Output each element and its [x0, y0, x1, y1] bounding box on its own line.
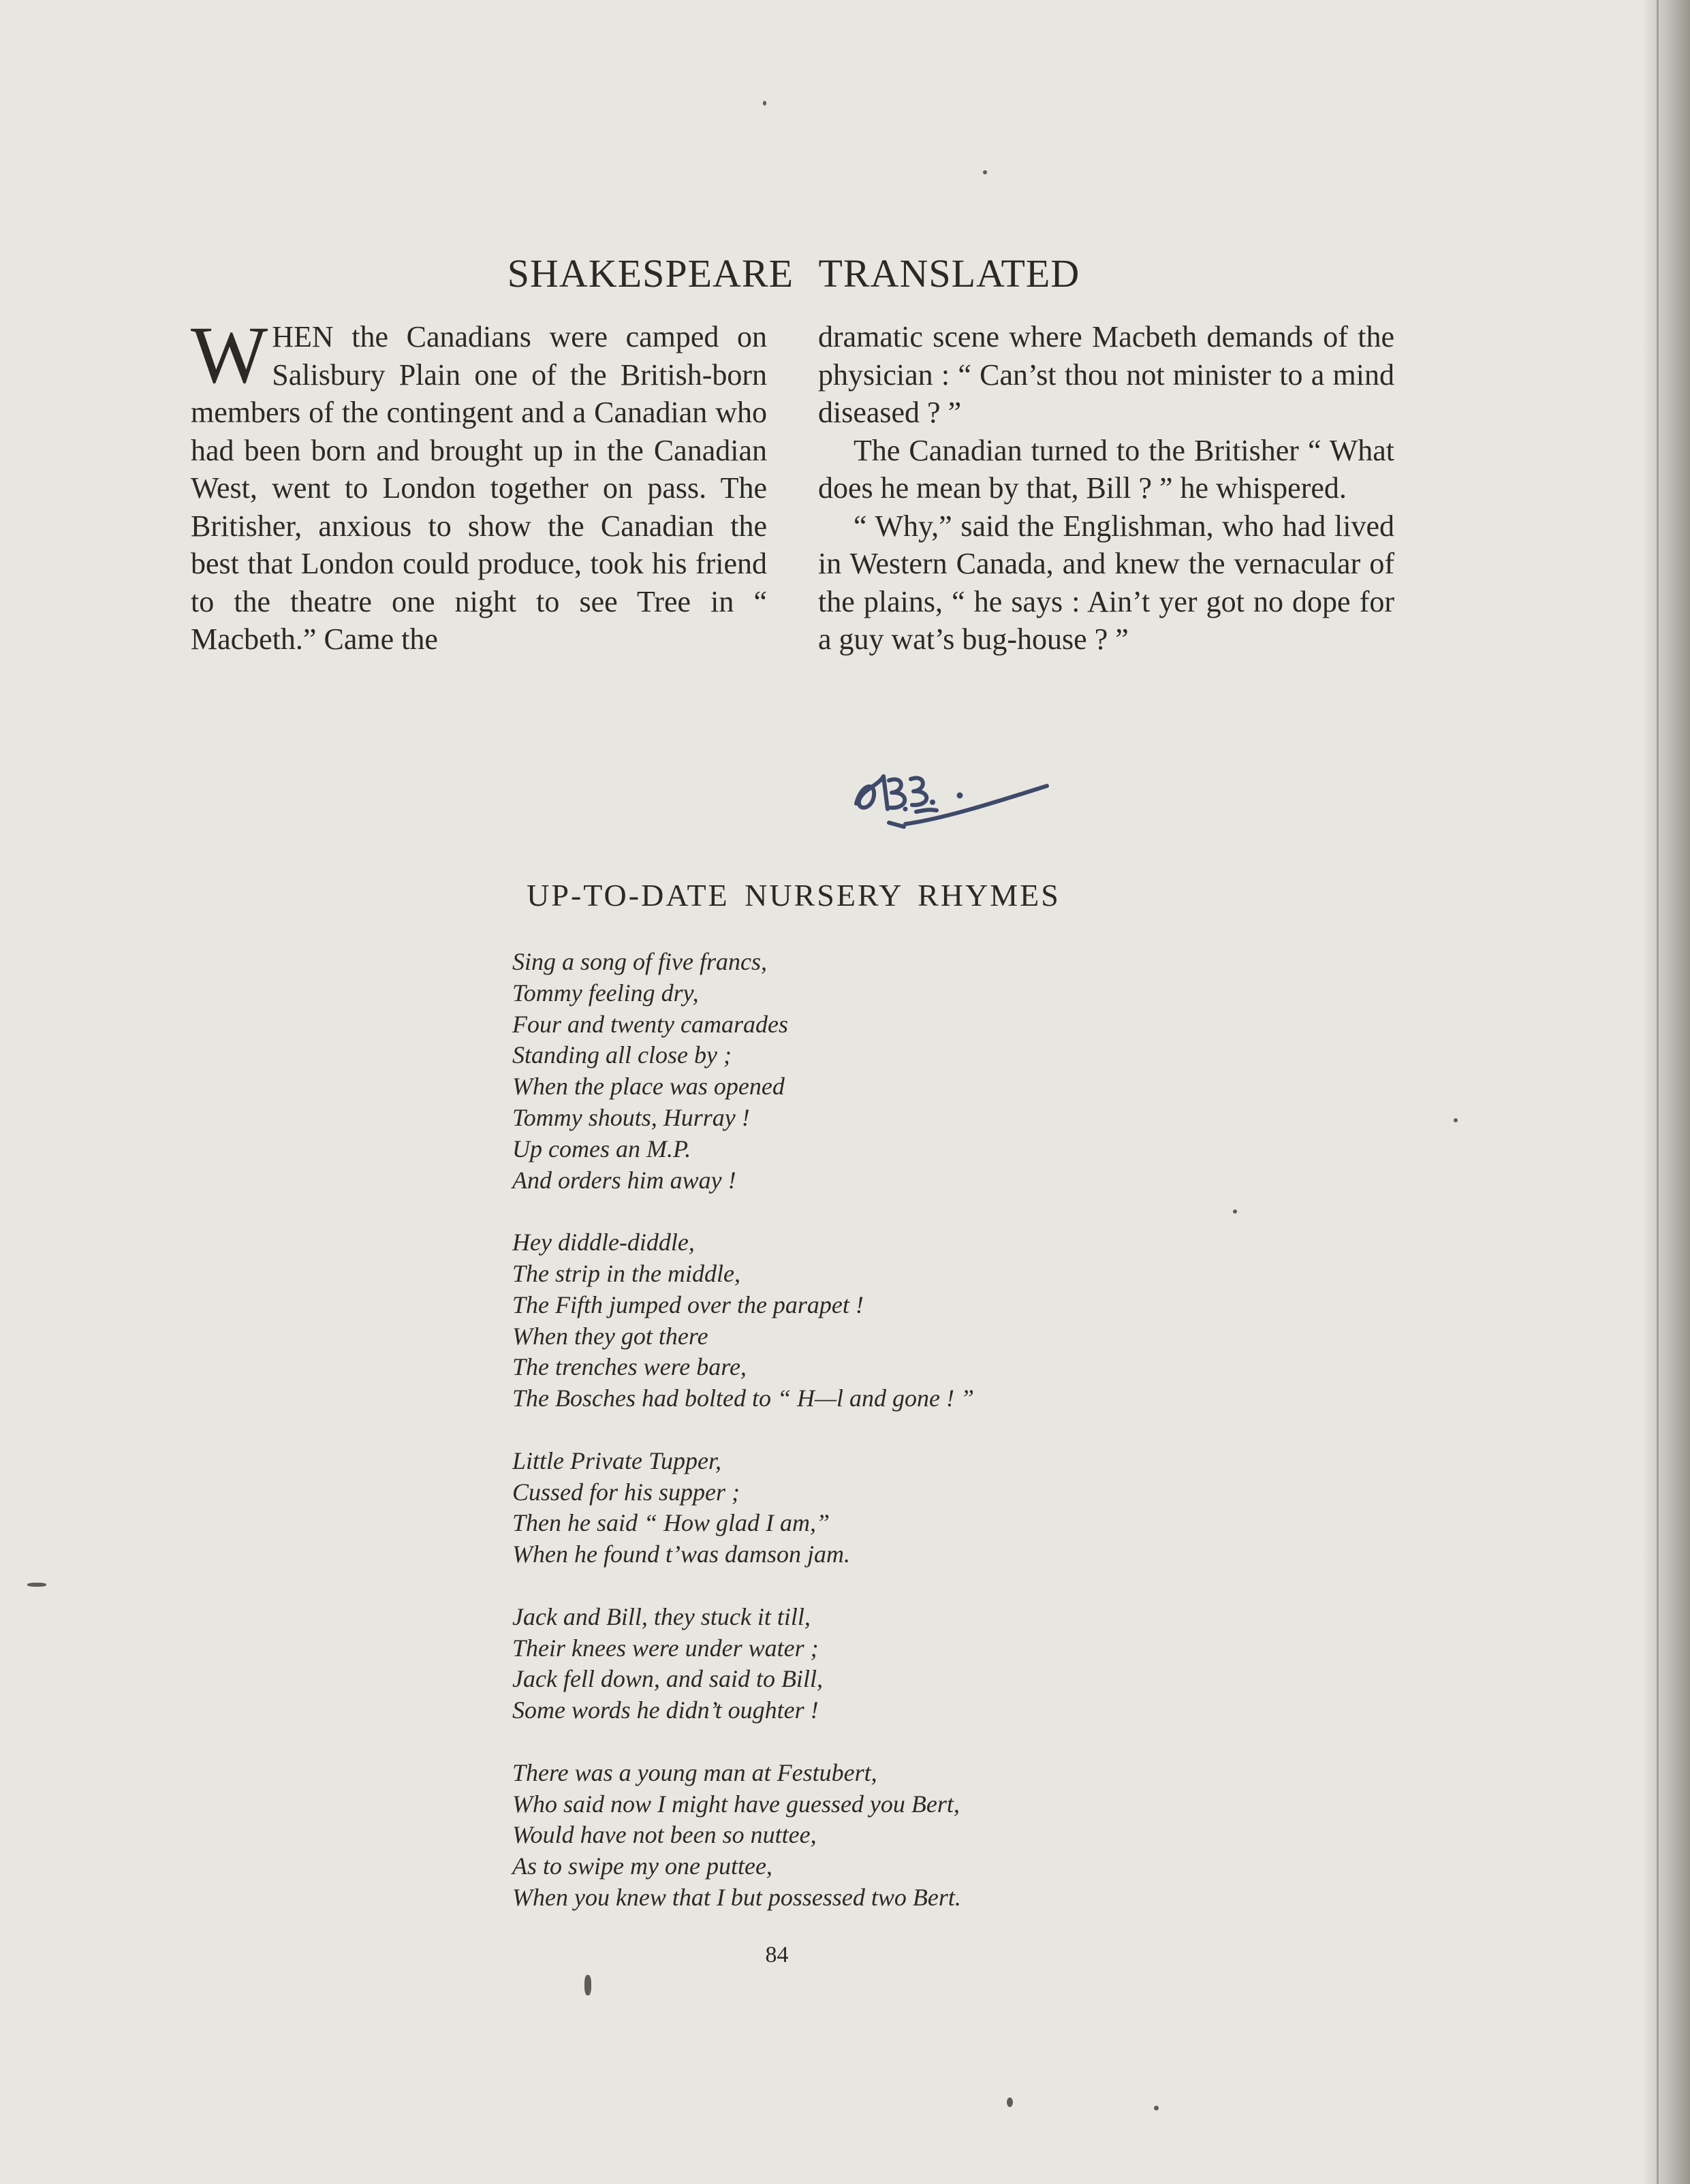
poem-line: Jack fell down, and said to Bill, [512, 1665, 823, 1693]
rhymes-title: UP-TO-DATE NURSERY RHYMES [527, 878, 1061, 913]
poem-line: The trenches were bare, [512, 1353, 747, 1381]
poem-line: Their knees were under water ; [512, 1634, 819, 1662]
poem-line: When he found t’was damson jam. [512, 1540, 850, 1568]
poem-line: Some words he didn’t oughter ! [512, 1696, 819, 1724]
poem-line: The Bosches had bolted to “ H—l and gone ! ” [512, 1384, 974, 1412]
poem-line: Sing a song of five francs, [512, 948, 767, 975]
stanza-5 [512, 1758, 1262, 1914]
article-left-column [191, 309, 767, 659]
paper-speck [983, 170, 987, 174]
paper-speck [763, 101, 766, 106]
page-gutter-shadow [1642, 0, 1690, 2184]
poem-line: The Fifth jumped over the parapet ! [512, 1291, 864, 1318]
poem-line: Cussed for his supper ; [512, 1478, 740, 1506]
page-edge [1657, 0, 1659, 2184]
stanza-2 [512, 1227, 1262, 1414]
article-title: SHAKESPEARE TRANSLATED [507, 251, 1080, 296]
author-signature [848, 756, 1052, 844]
poem-line: Who said now I might have guessed you Bert, [512, 1790, 960, 1818]
article-paragraph-1 [191, 309, 767, 659]
drop-cap: W [191, 309, 268, 400]
poem-line: As to swipe my one puttee, [512, 1852, 772, 1880]
poem-line: And orders him away ! [512, 1166, 736, 1194]
paper-speck [584, 1975, 591, 1995]
poem-line: The strip in the middle, [512, 1259, 740, 1287]
poem-line: When you knew that I but possessed two Bert. [512, 1883, 961, 1911]
stanza-1 [512, 947, 1262, 1196]
poem-line: Four and twenty camarades [512, 1010, 788, 1038]
paper-speck [1454, 1118, 1458, 1122]
poem-line: Hey diddle-diddle, [512, 1229, 695, 1256]
paper-speck [27, 1583, 46, 1587]
poem-line: Tommy shouts, Hurray ! [512, 1103, 750, 1131]
stanza-4 [512, 1602, 1262, 1726]
poem-line: There was a young man at Festubert, [512, 1758, 877, 1786]
article-right-column [818, 318, 1394, 659]
rhymes-body [512, 947, 1262, 1914]
poem-line: Little Private Tupper, [512, 1446, 722, 1474]
article-paragraph-1-continued: dramatic scene where Macbeth demands of the physician : “ Can’st thou not minister to a mind diseased ? ” [818, 320, 1394, 429]
poem-line: Would have not been so nuttee, [512, 1821, 817, 1849]
poem-line: When they got there [512, 1322, 708, 1350]
page-number: 84 [765, 1942, 789, 1967]
paper-speck [1233, 1209, 1237, 1214]
article-paragraph-2: The Canadian turned to the Britisher “ What does he mean by that, Bill ? ” he whispered. [818, 433, 1394, 505]
article-paragraph-1-text: HEN the Canadians were camped on Salisbury Plain one of the British-born members of the contingent and a Canadian who had been born and brought up in the Canadian West, went to London together on pass. The Britisher, anxious to show the Canadian the best that London could produce, took his friend to the theatre one night to see Tree in “ Macbeth.” Came the [191, 320, 767, 656]
stanza-3 [512, 1446, 1262, 1570]
poem-line: Jack and Bill, they stuck it till, [512, 1602, 811, 1630]
paper-speck [1007, 2098, 1013, 2107]
paper-speck [1154, 2106, 1159, 2110]
poem-line: Then he said “ How glad I am,” [512, 1509, 830, 1537]
poem-line: Standing all close by ; [512, 1041, 732, 1069]
poem-line: Up comes an M.P. [512, 1135, 691, 1162]
poem-line: Tommy feeling dry, [512, 979, 699, 1007]
poem-line: When the place was opened [512, 1073, 785, 1101]
article-paragraph-3: “ Why,” said the Englishman, who had lived in Western Canada, and knew the vernacular of the plains, “ he says : Ain’t yer got no dope for a guy wat’s bug-house ? ” [818, 509, 1394, 656]
